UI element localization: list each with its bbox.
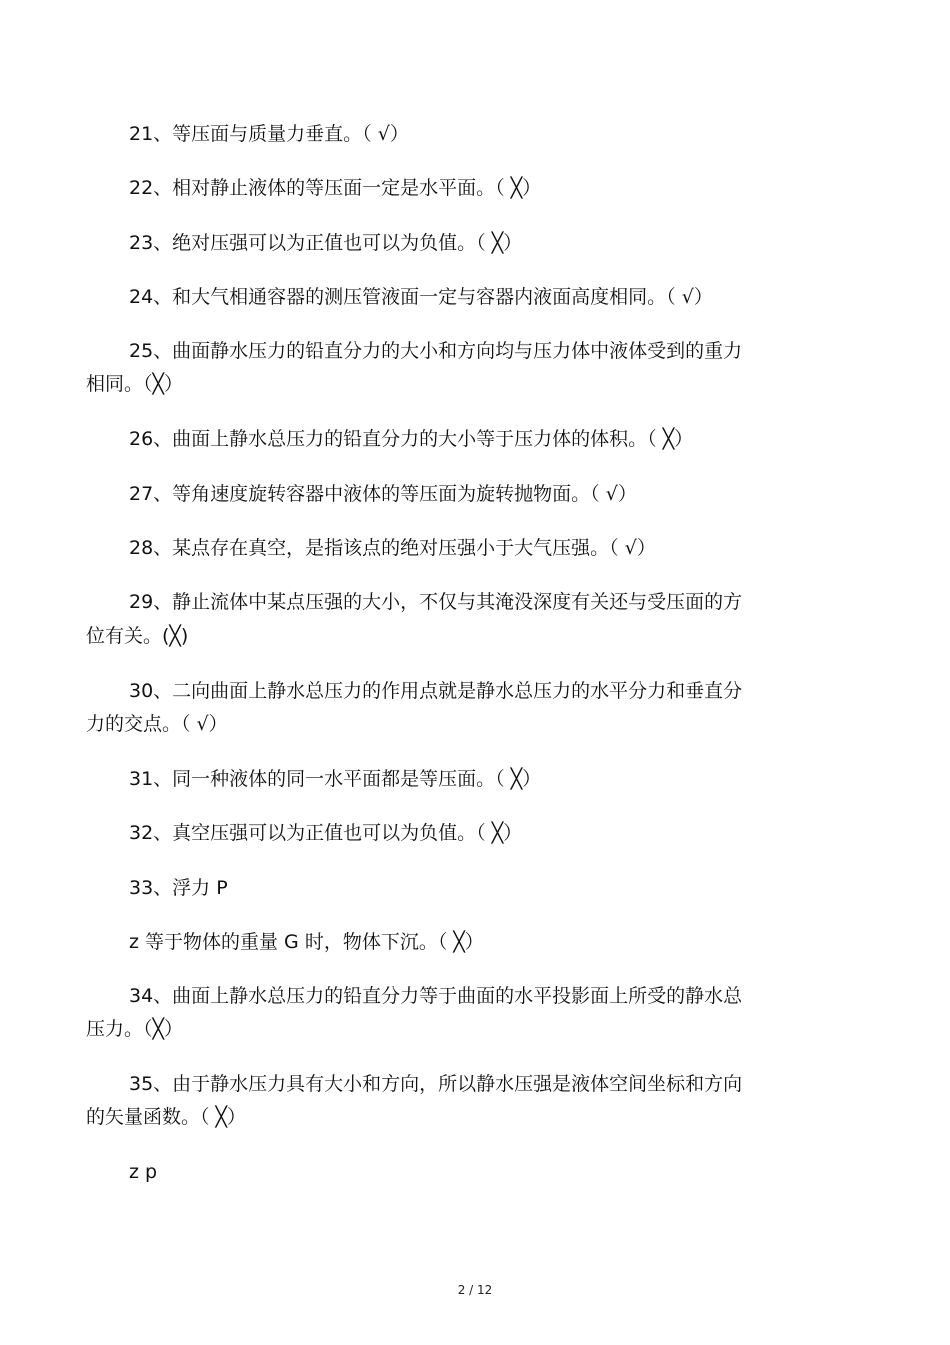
question-31: 31、同一种液体的同一水平面都是等压面。（ ╳）: [129, 768, 542, 790]
question-22: 22、相对静止液体的等压面一定是水平面。（ ╳）: [129, 177, 542, 199]
question-33: 33、浮力 P: [129, 877, 228, 899]
question-33-subscript-line: z 等于物体的重量 G 时，物体下沉。（ ╳）: [129, 931, 484, 953]
question-21: 21、等压面与质量力垂直。（ √）: [129, 123, 409, 145]
question-35: 35、由于静水压力具有大小和方向，所以静水压强是液体空间坐标和方向: [129, 1073, 743, 1095]
question-30-continuation: 力的交点。（ √）: [86, 713, 228, 735]
question-29: 29、静止流体中某点压强的大小，不仅与其淹没深度有关还与受压面的方: [129, 591, 743, 613]
trailing-fragment: z p: [129, 1161, 158, 1183]
question-26: 26、曲面上静水总压力的铅直分力的大小等于压力体的体积。（ ╳）: [129, 428, 694, 450]
question-30: 30、二向曲面上静水总压力的作用点就是静水总压力的水平分力和垂直分: [129, 680, 743, 702]
question-34: 34、曲面上静水总压力的铅直分力等于曲面的水平投影面上所受的静水总: [129, 985, 743, 1007]
question-23: 23、绝对压强可以为正值也可以为负值。（ ╳）: [129, 232, 523, 254]
question-27: 27、等角速度旋转容器中液体的等压面为旋转抛物面。（ √）: [129, 483, 637, 505]
question-29-continuation: 位有关。(╳): [86, 625, 189, 647]
question-25: 25、曲面静水压力的铅直分力的大小和方向均与压力体中液体受到的重力: [129, 340, 743, 362]
question-35-continuation: 的矢量函数。（ ╳）: [86, 1106, 246, 1128]
question-28: 28、某点存在真空，是指该点的绝对压强小于大气压强。（ √）: [129, 537, 656, 559]
question-25-continuation: 相同。（╳）: [86, 373, 183, 395]
question-32: 32、真空压强可以为正值也可以为负值。（ ╳）: [129, 822, 523, 844]
question-34-continuation: 压力。（╳）: [86, 1018, 183, 1040]
question-24: 24、和大气相通容器的测压管液面一定与容器内液面高度相同。（ √）: [129, 286, 713, 308]
page-number: 2 / 12: [457, 1283, 493, 1297]
